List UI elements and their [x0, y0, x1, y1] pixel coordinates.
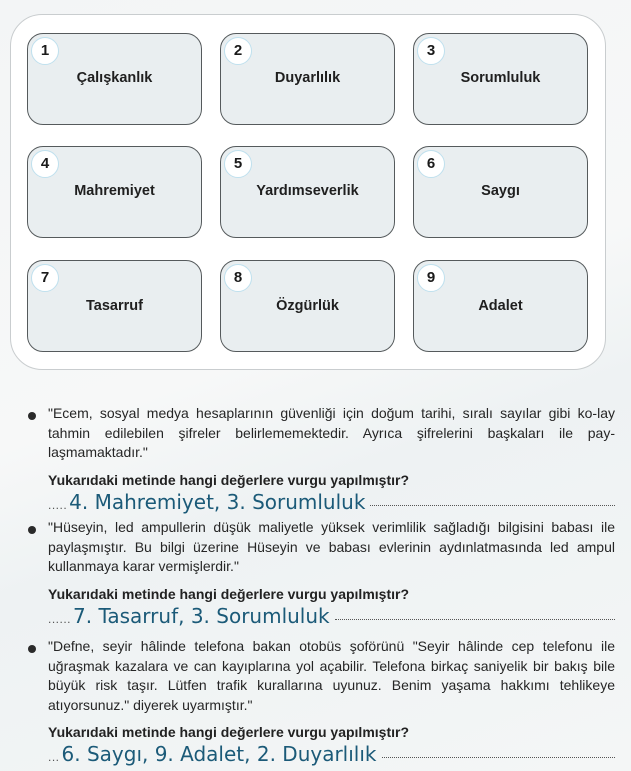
value-label: Mahremiyet [74, 183, 155, 199]
number-badge: 6 [417, 150, 445, 178]
bullet-icon [28, 645, 36, 653]
bullet-icon [28, 412, 36, 420]
value-label: Adalet [478, 298, 523, 314]
question-prompt: Yukarıdaki metinde hangi değerlere vurgu yapılmıştır? [48, 724, 409, 740]
question-item-1 [28, 404, 618, 518]
number-badge: 5 [224, 150, 252, 178]
value-card-yardimseverlik[interactable] [220, 146, 395, 238]
value-card-adalet[interactable] [413, 260, 588, 352]
answer-field[interactable] [48, 490, 615, 518]
dotted-line [335, 619, 615, 620]
value-card-sorumluluk[interactable] [413, 33, 588, 125]
answer-text: 7. Tasarruf, 3. Sorumluluk [73, 603, 330, 628]
number-badge: 7 [31, 264, 59, 292]
value-label: Tasarruf [86, 298, 143, 314]
scenario-text: "Defne, seyir hâlinde telefona bakan otobüs şoförünü "Seyir hâlinde cep telefonu ile uğraşmak kazalara ve can kayıplarına yol açabilir. Telefona birkaç saniyelik bir bakış bile büyük risk taşır. Lütfen trafik kurallarına uyunuz. Benim yaşama hakkımı tehlikeye atıyorsunuz." diyerek uyarmıştır." [48, 638, 615, 713]
number-badge: 2 [224, 37, 252, 65]
value-card-saygi[interactable] [413, 146, 588, 238]
question-item-3 [28, 637, 618, 770]
answer-text: 4. Mahremiyet, 3. Sorumluluk [69, 489, 366, 514]
value-label: Duyarlılık [274, 70, 341, 86]
answer-field[interactable] [48, 742, 615, 770]
question-item-2 [28, 518, 618, 632]
value-card-ozgurluk[interactable] [220, 260, 395, 352]
value-label: Çalışkanlık [76, 70, 153, 86]
question-prompt: Yukarıdaki metinde hangi değerlere vurgu yapılmıştır? [48, 471, 409, 488]
scenario-text: "Hüseyin, led ampullerin düşük maliyetle yüksek verimlilik sağladığı bilgisini babası ile paylaşmıştır. Bu bilgi üzerine Hüseyin ve babası evlerinin aydınlatmasında led ampul kullanmaya karar vermişlerdir." [48, 519, 615, 574]
number-badge: 1 [31, 37, 59, 65]
scenario-text: "Ecem, sosyal medya hesaplarının güvenliği için doğum tarihi, sıralı sayılar gibi ko-lay tahmin edilebilen şifreler belirlememektedir. Ayrıca şifrelerini başkaları ile pay-laşmamaktadır." [48, 405, 615, 460]
value-card-duyarlilik[interactable] [220, 33, 395, 125]
dotted-line [382, 757, 616, 758]
number-badge: 9 [417, 264, 445, 292]
number-badge: 8 [224, 264, 252, 292]
value-card-tasarruf[interactable] [27, 260, 202, 352]
value-card-caliskanlik[interactable] [27, 33, 202, 125]
number-badge: 4 [31, 150, 59, 178]
value-label: Sorumluluk [460, 70, 541, 86]
bullet-icon [28, 526, 36, 534]
value-label: Özgürlük [276, 298, 339, 314]
question-prompt: Yukarıdaki metinde hangi değerlere vurgu yapılmıştır? [48, 585, 409, 602]
leading-dots: ..... [48, 497, 68, 512]
number-badge: 3 [417, 37, 445, 65]
dotted-line [370, 505, 615, 506]
leading-dots: ...... [48, 611, 72, 626]
value-label: Yardımseverlik [256, 183, 359, 199]
value-card-mahremiyet[interactable] [27, 146, 202, 238]
leading-dots: ... [48, 750, 60, 764]
value-label: Saygı [481, 183, 520, 199]
answer-text: 6. Saygı, 9. Adalet, 2. Duyarlılık [61, 742, 377, 766]
answer-field[interactable] [48, 604, 615, 632]
